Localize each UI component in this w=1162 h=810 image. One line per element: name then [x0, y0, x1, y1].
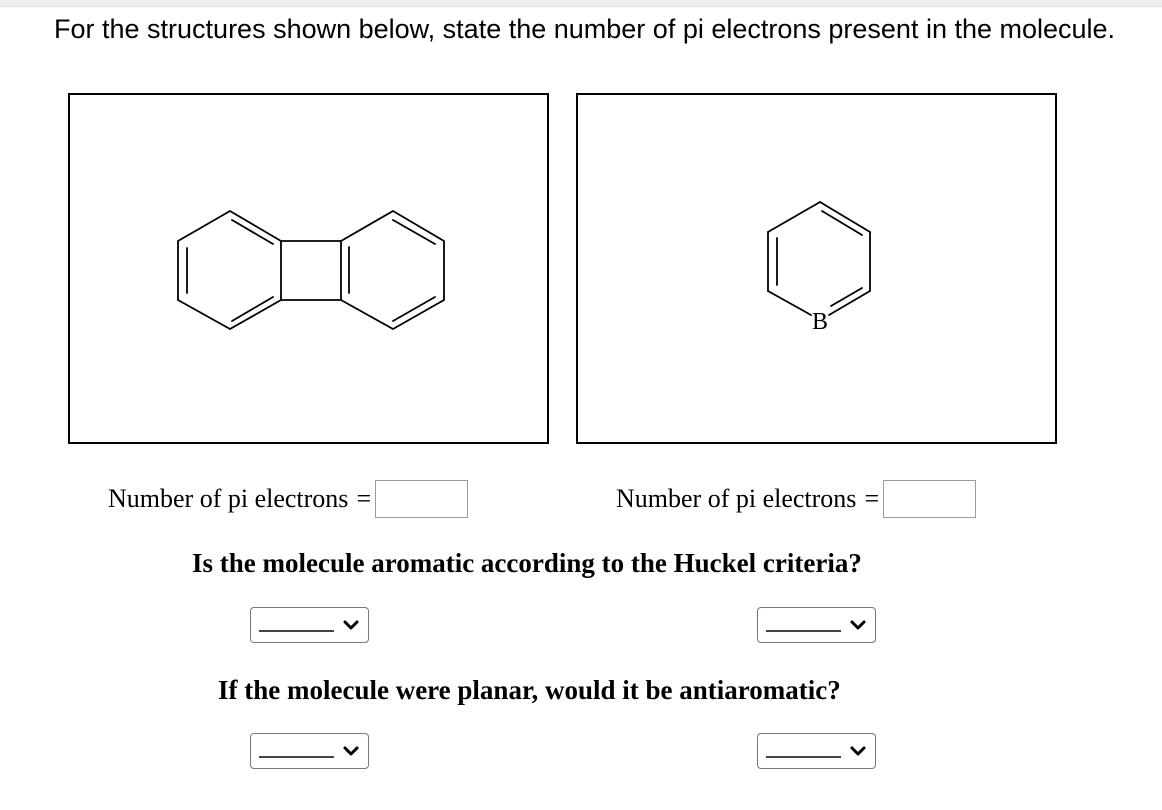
antiaromatic-question: If the molecule were planar, would it be antiaromatic?	[218, 675, 841, 705]
equals-sign-2: =	[864, 484, 880, 513]
chevron-down-icon	[849, 617, 867, 633]
aromatic-dropdown-2[interactable]	[757, 607, 876, 643]
biphenylene-structure	[70, 95, 547, 442]
chevron-down-icon	[849, 743, 867, 759]
borabenzene-structure	[578, 95, 1055, 442]
pi-electrons-input-1[interactable]	[375, 480, 468, 518]
dropdown-blank-value	[259, 756, 334, 758]
structure-box-borabenzene	[576, 93, 1057, 444]
chevron-down-icon	[342, 743, 360, 759]
equals-sign-1: =	[356, 484, 372, 513]
pi-electrons-row-1	[108, 477, 468, 521]
antiaromatic-dropdown-1[interactable]	[250, 733, 369, 769]
pi-electrons-label-2: Number of pi electrons	[616, 484, 857, 513]
dropdown-blank-value	[259, 630, 334, 632]
question-prompt: For the structures shown below, state the number of pi electrons present in the molecule.	[54, 14, 1116, 44]
chevron-down-icon	[342, 617, 360, 633]
aromatic-dropdown-1[interactable]	[250, 607, 369, 643]
pi-electrons-row-2	[616, 477, 976, 521]
dropdown-blank-value	[766, 630, 841, 632]
dropdown-blank-value	[766, 756, 841, 758]
aromatic-question: Is the molecule aromatic according to the Huckel criteria?	[192, 548, 862, 578]
boron-atom-label: B	[811, 309, 829, 335]
antiaromatic-dropdown-2[interactable]	[757, 733, 876, 769]
structure-box-biphenylene	[68, 93, 549, 444]
top-bar	[0, 0, 1162, 7]
pi-electrons-label-1: Number of pi electrons	[108, 484, 349, 513]
pi-electrons-input-2[interactable]	[883, 480, 976, 518]
